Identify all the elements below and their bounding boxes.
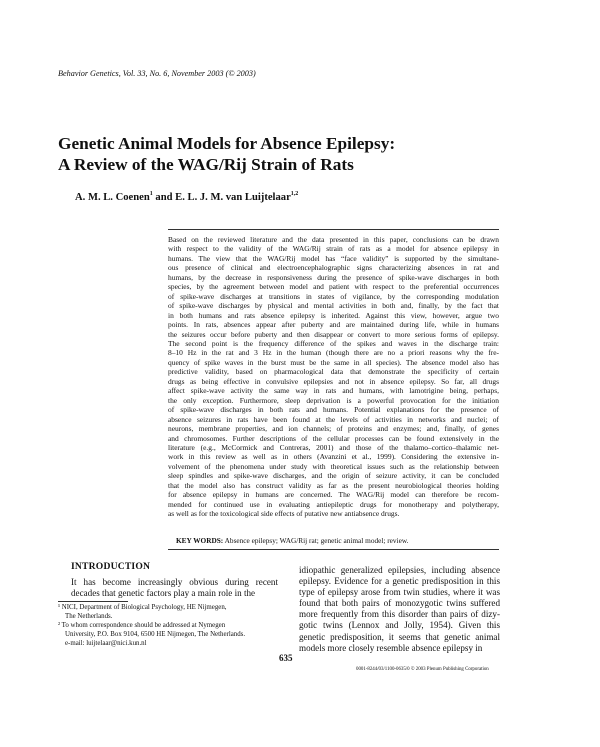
- keywords: [176, 536, 498, 545]
- intro-right-line: type of epilepsy arose from twin studies, where it was: [299, 587, 500, 598]
- issn-line: 0001-8244/03/1100-0635/0 © 2003 Plenum Publishing Corporation: [356, 667, 489, 672]
- footnote-rule: [58, 601, 128, 602]
- footnote-line: ¹ NICI, Department of Biological Psychology, HE Nijmegen,: [58, 604, 227, 611]
- abstract-line: and chromosomes. Further descriptions of the cellular processes can be found extensively in the: [168, 433, 499, 443]
- keywords-text: Absence epilepsy; WAG/Rij rat; genetic animal model; review.: [223, 536, 409, 545]
- abstract-line: volvement of the phenomena under study with theoretical issues such as the relationship between: [168, 461, 499, 471]
- abstract-line: mended for continued use in evaluating antiepileptic drugs for monotherapy and polytherapy,: [168, 499, 499, 509]
- intro-left-line: decades that genetic factors play a main role in the: [71, 588, 256, 599]
- abstract-line: with respect to the validity of the WAG/Rij strain of rats as a model for absence epilepsy in: [168, 244, 499, 254]
- abstract-line: neurons, membrane properties, and ion channels; of proteins and enzymes; and, finally, of genes: [168, 424, 499, 434]
- intro-right-line: models more closely resemble absence epilepsy in: [299, 642, 483, 653]
- abstract-line: work in this review as well as in others (Avanzini et al., 1999). Considering the extensive in-: [168, 452, 499, 462]
- abstract-line: that the model also has construct validity as far as the present neurobiological theories holding: [168, 480, 499, 490]
- intro-right-line: gotic twins (Lennox and Jolly, 1954). Given this: [299, 620, 500, 631]
- footnotes: [58, 603, 280, 648]
- abstract-line: of spike-wave discharges at transitions in states of vigilance, by the corresponding modulation: [168, 291, 499, 301]
- abstract-line: humans. The view that the WAG/Rij model has “face validity” is supported by the simultane-: [168, 253, 499, 263]
- abstract: [168, 235, 499, 519]
- intro-right-line: genetic predisposition, it seems that genetic animal: [299, 631, 500, 642]
- abstract-line: species, by the agreement between model and patient with respect to the preferential occurrences: [168, 282, 499, 292]
- keywords-bottom-rule: [168, 549, 499, 550]
- footnote-line: ² To whom correspondence should be addressed at Nymegen: [58, 622, 226, 629]
- intro-right-line: more frequently from this disorder than pairs of dizy-: [299, 609, 500, 620]
- abstract-line: 8–10 Hz in the rat and 3 Hz in the human (though there are no a priori reasons why the fre-: [168, 348, 499, 358]
- author-1-affiliation-mark: 1: [149, 191, 153, 197]
- author-2: E. L. J. M. van Luijtelaar: [175, 192, 291, 203]
- abstract-line: predictive validity, based on pharmacological data that demonstrate the specificity of certain: [168, 367, 499, 377]
- abstract-line: drugs as being effective in convulsive epilepsies and not in absence epilepsy. So far, all drugs: [168, 376, 499, 386]
- author-joiner: and: [152, 192, 176, 203]
- abstract-top-rule: [168, 229, 499, 230]
- title-line-1: Genetic Animal Models for Absence Epilepsy:: [58, 134, 396, 153]
- introduction-left-column: [71, 577, 278, 599]
- introduction-heading: INTRODUCTION: [71, 561, 151, 572]
- journal-header: Behavior Genetics, Vol. 33, No. 6, November 2003 (© 2003): [58, 69, 256, 78]
- author-2-affiliation-mark: 1,2: [290, 191, 299, 197]
- intro-right-line: found that both pairs of monozygotic twins suffered: [299, 598, 500, 609]
- footnote-line: The Netherlands.: [65, 613, 113, 620]
- abstract-line: in both humans and rats absence epilepsy is inherited. Against this view, however, argue two: [168, 310, 499, 320]
- abstract-line: Based on the reviewed literature and the data presented in this paper, conclusions can be drawn: [168, 235, 499, 244]
- abstract-line: points. In rats, absences appear after puberty and are maintained during life, while in humans: [168, 320, 499, 330]
- abstract-line: absence seizures in rats have been found at the levels of activities in networks and nuclei; of: [168, 414, 499, 424]
- abstract-line: as well as for the toxicological side effects of putative new antiabsence drugs.: [168, 509, 400, 519]
- abstract-line: of spike-wave discharges by physical and mental activities in both and, finally, by the fact that: [168, 301, 499, 311]
- abstract-line: the only exception. Furthermore, sleep deprivation is a powerful provocation for the initiation: [168, 395, 499, 405]
- abstract-line: of spike-wave discharges in both rats and humans. Potential explanations for the presence of: [168, 405, 499, 415]
- intro-right-line: idiopathic generalized epilepsies, including absence: [299, 565, 500, 575]
- article-title: [58, 133, 498, 175]
- keywords-label: KEY WORDS:: [176, 536, 224, 545]
- author-1: A. M. L. Coenen: [75, 192, 150, 203]
- abstract-line: the seizures occur before puberty and then disappear or convert to more serious forms of epilepsy.: [168, 329, 499, 339]
- footnote-line[interactable]: e-mail: luijtelaar@nici.kun.nl: [65, 640, 147, 647]
- abstract-line: for absence epilepsy in humans are concerned. The WAG/Rij model can therefore be recom-: [168, 490, 499, 500]
- title-line-2: A Review of the WAG/Rij Strain of Rats: [58, 155, 354, 174]
- intro-right-line: epilepsy. Evidence for a genetic predisposition in this: [299, 576, 500, 587]
- abstract-line: literature (e.g., McCormick and Contreras, 2001) and those of the thalamo–cortico–thalamic net-: [168, 442, 499, 452]
- abstract-line: quency of spike waves in the burst must be the same in all species). The absence model also has: [168, 357, 499, 367]
- abstract-line: sleep spindles and spike-wave discharges, and the origin of seizure activity, it can be concluded: [168, 471, 499, 481]
- abstract-line: humans, by the decrease in responsiveness during the presence of spike-wave discharges in both: [168, 272, 499, 282]
- abstract-line: affect spike-wave activity the same way in rats and humans, with lamotrigine being, perhaps,: [168, 386, 499, 396]
- intro-left-line: It has become increasingly obvious during recent: [71, 577, 278, 587]
- footnote-line: University, P.O. Box 9104, 6500 HE Nijmegen, The Netherlands.: [65, 631, 246, 638]
- abstract-line: ous presence of clinical and electroencephalographic signs characterizing absences in rat and: [168, 263, 499, 273]
- abstract-line: The second point is the frequency difference of the spikes and waves in the discharge train:: [168, 338, 499, 348]
- introduction-right-column: [299, 565, 500, 654]
- author-list: [75, 191, 298, 203]
- page-number: 635: [279, 653, 293, 663]
